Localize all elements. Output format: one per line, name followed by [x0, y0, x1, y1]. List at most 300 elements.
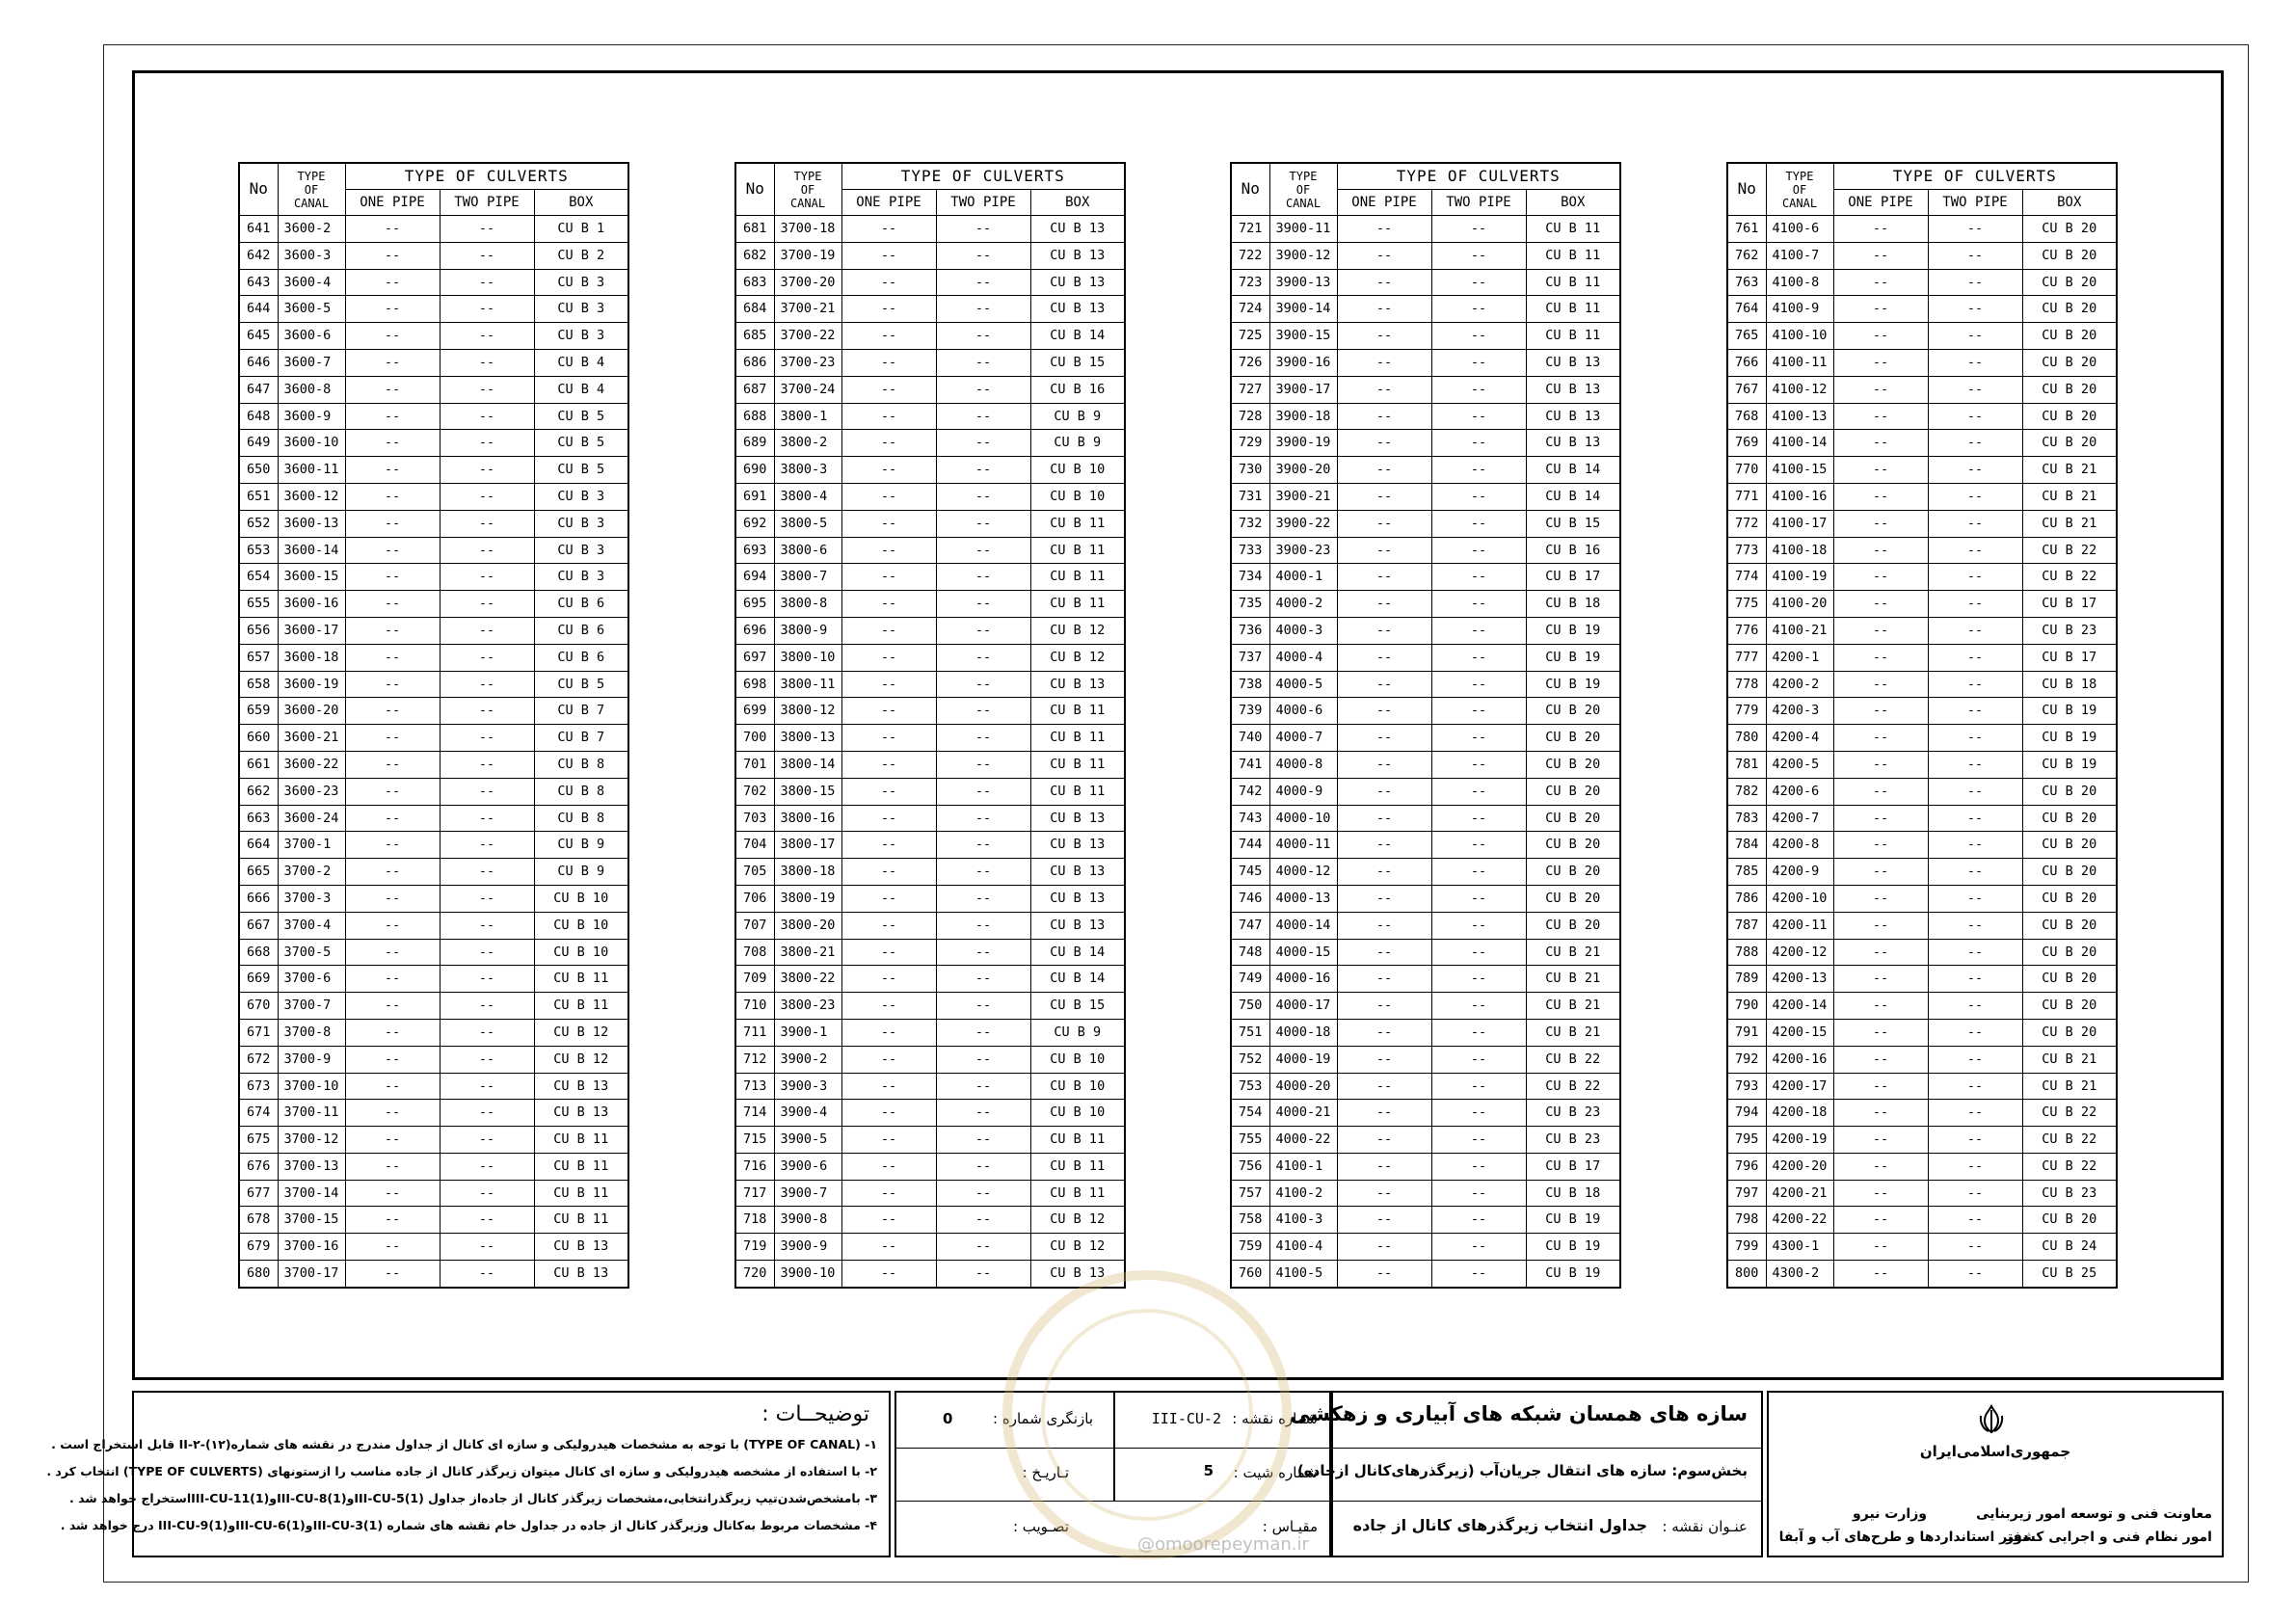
two-pipe-value: --: [1928, 216, 2022, 243]
canal-type: 3600-17: [278, 617, 345, 644]
one-pipe-value: --: [345, 269, 440, 296]
two-pipe-value: --: [440, 725, 534, 752]
box-value: CU B 3: [534, 296, 628, 323]
one-pipe-value: --: [1337, 457, 1431, 484]
canal-type: 3900-4: [774, 1100, 841, 1127]
two-pipe-value: --: [1431, 537, 1526, 564]
box-value: CU B 25: [2022, 1261, 2117, 1288]
box-value: CU B 10: [534, 885, 628, 912]
one-pipe-value: --: [1833, 644, 1928, 671]
box-value: CU B 13: [1030, 269, 1125, 296]
row-number: 770: [1727, 457, 1766, 484]
one-pipe-value: --: [1833, 617, 1928, 644]
two-pipe-value: --: [1928, 1046, 2022, 1073]
canal-type: 4100-1: [1269, 1153, 1337, 1180]
table-row: [1231, 403, 1620, 430]
canal-type: 4000-11: [1269, 832, 1337, 859]
row-number: 702: [735, 778, 774, 805]
table-row: [1727, 591, 2117, 618]
canal-type: 3900-14: [1269, 296, 1337, 323]
canal-type: 3600-11: [278, 457, 345, 484]
one-pipe-value: --: [1833, 296, 1928, 323]
row-number: 646: [239, 349, 278, 376]
one-pipe-value: --: [345, 751, 440, 778]
row-number: 703: [735, 805, 774, 832]
box-value: CU B 10: [1030, 1073, 1125, 1100]
row-number: 672: [239, 1046, 278, 1073]
one-pipe-value: --: [1337, 510, 1431, 537]
two-pipe-value: --: [1431, 564, 1526, 591]
box-value: CU B 21: [2022, 483, 2117, 510]
one-pipe-value: --: [841, 751, 936, 778]
row-number: 710: [735, 993, 774, 1020]
one-pipe-value: --: [1337, 1046, 1431, 1073]
table-row: [1727, 537, 2117, 564]
row-number: 666: [239, 885, 278, 912]
canal-type: 4100-3: [1269, 1207, 1337, 1234]
one-pipe-value: --: [1337, 1073, 1431, 1100]
row-number: 660: [239, 725, 278, 752]
two-pipe-value: --: [936, 323, 1030, 350]
one-pipe-value: --: [1337, 644, 1431, 671]
table-row: [1231, 1073, 1620, 1100]
two-pipe-value: --: [440, 1234, 534, 1261]
two-pipe-value: --: [440, 323, 534, 350]
table-row: [1231, 1100, 1620, 1127]
two-pipe-value: --: [1431, 644, 1526, 671]
one-pipe-value: --: [1833, 725, 1928, 752]
table-row: [239, 510, 628, 537]
one-pipe-value: --: [1833, 966, 1928, 993]
box-value: CU B 9: [534, 832, 628, 859]
one-pipe-value: --: [345, 617, 440, 644]
table-row: [1231, 323, 1620, 350]
canal-type: 3600-15: [278, 564, 345, 591]
one-pipe-value: --: [841, 885, 936, 912]
row-number: 725: [1231, 323, 1269, 350]
box-value: CU B 13: [1030, 859, 1125, 886]
table-row: [1231, 376, 1620, 403]
table-row: [239, 216, 628, 243]
table-row: [1231, 859, 1620, 886]
box-value: CU B 12: [1030, 1234, 1125, 1261]
canal-type: 3700-3: [278, 885, 345, 912]
row-number: 689: [735, 430, 774, 457]
row-number: 761: [1727, 216, 1766, 243]
table-row: [1727, 349, 2117, 376]
row-number: 712: [735, 1046, 774, 1073]
table-row: [1727, 510, 2117, 537]
one-pipe-value: --: [841, 483, 936, 510]
one-pipe-value: --: [1833, 859, 1928, 886]
two-pipe-value: --: [936, 671, 1030, 698]
box-value: CU B 1: [534, 216, 628, 243]
table-row: [1231, 564, 1620, 591]
two-pipe-value: --: [1928, 349, 2022, 376]
canal-type: 3700-8: [278, 1019, 345, 1046]
one-pipe-value: --: [345, 403, 440, 430]
canal-header-word: CANAL: [293, 196, 330, 210]
one-pipe-value: --: [345, 1153, 440, 1180]
two-pipe-value: --: [440, 885, 534, 912]
canal-type: 3700-18: [774, 216, 841, 243]
table-row: [1231, 349, 1620, 376]
two-pipe-value: --: [936, 912, 1030, 939]
canal-type: 3900-15: [1269, 323, 1337, 350]
row-number: 757: [1231, 1180, 1269, 1207]
one-pipe-value: --: [345, 966, 440, 993]
canal-type: 3800-4: [774, 483, 841, 510]
table-row: [1727, 1019, 2117, 1046]
table-row: [1231, 832, 1620, 859]
table-row: [735, 1073, 1125, 1100]
canal-type: 3900-3: [774, 1073, 841, 1100]
box-value: CU B 20: [1526, 912, 1620, 939]
box-value: CU B 10: [534, 939, 628, 966]
box-value: CU B 13: [1526, 403, 1620, 430]
box-value: CU B 11: [1030, 591, 1125, 618]
one-pipe-value: --: [841, 216, 936, 243]
canal-type: 3900-13: [1269, 269, 1337, 296]
table-row: [735, 1153, 1125, 1180]
table-row: [735, 242, 1125, 269]
one-pipe-value: --: [1337, 1100, 1431, 1127]
one-pipe-value: --: [1833, 751, 1928, 778]
two-pipe-value: --: [1431, 430, 1526, 457]
one-pipe-value: --: [1833, 912, 1928, 939]
box-value: CU B 13: [1526, 349, 1620, 376]
two-pipe-value: --: [1928, 296, 2022, 323]
table-row: [1727, 376, 2117, 403]
box-value: CU B 17: [1526, 564, 1620, 591]
row-number: 771: [1727, 483, 1766, 510]
row-number: 718: [735, 1207, 774, 1234]
watermark-seal-inner: [1041, 1309, 1253, 1521]
canal-type: 3900-2: [774, 1046, 841, 1073]
two-pipe-value: --: [1928, 1261, 2022, 1288]
two-pipe-value: --: [1431, 1207, 1526, 1234]
box-value: CU B 13: [1030, 832, 1125, 859]
box-value: CU B 3: [534, 483, 628, 510]
row-number: 650: [239, 457, 278, 484]
row-number: 756: [1231, 1153, 1269, 1180]
box-value: CU B 13: [1030, 805, 1125, 832]
one-pipe-value: --: [1833, 805, 1928, 832]
canal-type: 3800-9: [774, 617, 841, 644]
canal-type: 4100-17: [1766, 510, 1833, 537]
one-pipe-value: --: [345, 1100, 440, 1127]
canal-type: 3700-21: [774, 296, 841, 323]
table-row: [1231, 430, 1620, 457]
table-row: [735, 430, 1125, 457]
one-pipe-value: --: [345, 698, 440, 725]
two-pipe-value: --: [936, 376, 1030, 403]
row-number: 667: [239, 912, 278, 939]
row-number: 686: [735, 349, 774, 376]
two-pipe-value: --: [936, 751, 1030, 778]
canal-type: 4200-4: [1766, 725, 1833, 752]
one-pipe-value: --: [345, 644, 440, 671]
row-number: 705: [735, 859, 774, 886]
two-pipe-value: --: [1928, 376, 2022, 403]
canal-header-word: CANAL: [1781, 196, 1818, 210]
box-value: CU B 21: [1526, 993, 1620, 1020]
table-row: [239, 993, 628, 1020]
two-pipe-value: --: [440, 242, 534, 269]
box-value: CU B 20: [1526, 751, 1620, 778]
one-pipe-value: --: [841, 376, 936, 403]
row-number: 728: [1231, 403, 1269, 430]
canal-type: 4200-19: [1766, 1127, 1833, 1154]
two-pipe-value: --: [936, 698, 1030, 725]
row-number: 669: [239, 966, 278, 993]
row-number: 716: [735, 1153, 774, 1180]
table-row: [239, 1019, 628, 1046]
row-number: 674: [239, 1100, 278, 1127]
one-pipe-value: --: [1833, 671, 1928, 698]
one-pipe-header: ONE PIPE: [345, 190, 440, 216]
two-pipe-value: --: [936, 617, 1030, 644]
table-row: [1727, 242, 2117, 269]
box-value: CU B 13: [1030, 912, 1125, 939]
two-pipe-value: --: [440, 912, 534, 939]
table-row: [735, 698, 1125, 725]
row-number: 736: [1231, 617, 1269, 644]
one-pipe-value: --: [841, 591, 936, 618]
row-number: 738: [1231, 671, 1269, 698]
one-pipe-value: --: [841, 269, 936, 296]
table-row: [1727, 725, 2117, 752]
row-number: 772: [1727, 510, 1766, 537]
two-pipe-value: --: [440, 1019, 534, 1046]
two-pipe-value: --: [936, 832, 1030, 859]
row-number: 780: [1727, 725, 1766, 752]
row-number: 729: [1231, 430, 1269, 457]
one-pipe-value: --: [345, 1046, 440, 1073]
table-row: [1231, 751, 1620, 778]
one-pipe-value: --: [345, 832, 440, 859]
two-pipe-value: --: [440, 591, 534, 618]
table-row: [239, 1261, 628, 1288]
box-value: CU B 15: [1030, 349, 1125, 376]
canal-type: 3900-18: [1269, 403, 1337, 430]
box-value: CU B 16: [1030, 376, 1125, 403]
table-row: [1231, 805, 1620, 832]
canal-type: 4100-6: [1766, 216, 1833, 243]
row-number: 769: [1727, 430, 1766, 457]
row-number: 643: [239, 269, 278, 296]
row-number: 648: [239, 403, 278, 430]
table-row: [239, 1207, 628, 1234]
box-value: CU B 7: [534, 698, 628, 725]
canal-type: 3800-6: [774, 537, 841, 564]
box-value: CU B 14: [1030, 966, 1125, 993]
table-row: [239, 1153, 628, 1180]
two-pipe-value: --: [936, 349, 1030, 376]
box-value: CU B 13: [534, 1073, 628, 1100]
box-value: CU B 20: [2022, 216, 2117, 243]
two-pipe-value: --: [1431, 1234, 1526, 1261]
canal-type: 3700-5: [278, 939, 345, 966]
row-number: 799: [1727, 1234, 1766, 1261]
canal-header-word: TYPE: [793, 169, 822, 183]
table-row: [1231, 698, 1620, 725]
row-number: 789: [1727, 966, 1766, 993]
canal-type: 4000-2: [1269, 591, 1337, 618]
two-pipe-value: --: [1928, 564, 2022, 591]
two-pipe-value: --: [1431, 966, 1526, 993]
table-row: [735, 993, 1125, 1020]
box-value: CU B 20: [2022, 349, 2117, 376]
canal-type: 3900-6: [774, 1153, 841, 1180]
box-value: CU B 8: [534, 778, 628, 805]
canal-type: 3800-8: [774, 591, 841, 618]
canal-type: 3600-24: [278, 805, 345, 832]
table-row: [239, 912, 628, 939]
two-pipe-value: --: [1928, 778, 2022, 805]
table-row: [1231, 1046, 1620, 1073]
row-number: 793: [1727, 1073, 1766, 1100]
box-value: CU B 11: [1526, 269, 1620, 296]
row-number: 704: [735, 832, 774, 859]
row-number: 659: [239, 698, 278, 725]
row-number: 651: [239, 483, 278, 510]
one-pipe-value: --: [841, 832, 936, 859]
one-pipe-value: --: [841, 323, 936, 350]
box-value: CU B 11: [1526, 216, 1620, 243]
table-row: [239, 1180, 628, 1207]
canal-type: 3600-6: [278, 323, 345, 350]
table-row: [1727, 1073, 2117, 1100]
table-row: [1231, 993, 1620, 1020]
table-row: [1231, 939, 1620, 966]
two-pipe-value: --: [1431, 242, 1526, 269]
table-row: [239, 751, 628, 778]
box-value: CU B 12: [1030, 617, 1125, 644]
one-pipe-value: --: [345, 885, 440, 912]
table-row: [239, 1073, 628, 1100]
map-title-label: عنـوان نقشه :: [1662, 1518, 1748, 1535]
canal-type: 4000-17: [1269, 993, 1337, 1020]
table-row: [735, 216, 1125, 243]
row-number: 706: [735, 885, 774, 912]
table-row: [735, 1261, 1125, 1288]
canal-type: 3700-12: [278, 1127, 345, 1154]
box-value: CU B 23: [2022, 1180, 2117, 1207]
two-pipe-value: --: [1431, 1073, 1526, 1100]
row-number: 740: [1231, 725, 1269, 752]
two-pipe-value: --: [440, 1073, 534, 1100]
table-row: [1231, 671, 1620, 698]
box-value: CU B 13: [534, 1100, 628, 1127]
table-row: [1231, 591, 1620, 618]
one-pipe-value: --: [1833, 403, 1928, 430]
two-pipe-value: --: [440, 1261, 534, 1288]
table-row: [1727, 296, 2117, 323]
table-row: [239, 617, 628, 644]
one-pipe-value: --: [841, 1153, 936, 1180]
box-value: CU B 19: [1526, 617, 1620, 644]
canal-type: 3700-13: [278, 1153, 345, 1180]
row-number: 779: [1727, 698, 1766, 725]
two-pipe-value: --: [1928, 698, 2022, 725]
box-value: CU B 21: [1526, 1019, 1620, 1046]
box-value: CU B 11: [1526, 323, 1620, 350]
canal-type: 3700-22: [774, 323, 841, 350]
revision-number: 0: [943, 1410, 953, 1427]
two-pipe-value: --: [1928, 1153, 2022, 1180]
row-number: 662: [239, 778, 278, 805]
sheet-label: شماره شیت :: [1233, 1464, 1318, 1481]
box-value: CU B 14: [1030, 323, 1125, 350]
box-value: CU B 13: [534, 1234, 628, 1261]
canal-type: 3700-14: [278, 1180, 345, 1207]
one-pipe-value: --: [1337, 832, 1431, 859]
culvert-table: [1230, 162, 1621, 1289]
box-header: BOX: [1526, 190, 1620, 216]
box-value: CU B 10: [1030, 1100, 1125, 1127]
row-number: 783: [1727, 805, 1766, 832]
table-row: [1727, 671, 2117, 698]
row-number: 794: [1727, 1100, 1766, 1127]
row-number: 775: [1727, 591, 1766, 618]
one-pipe-value: --: [841, 510, 936, 537]
canal-type: 4100-15: [1766, 457, 1833, 484]
row-number: 695: [735, 591, 774, 618]
one-pipe-value: --: [841, 564, 936, 591]
one-pipe-value: --: [1833, 1234, 1928, 1261]
table-row: [1231, 510, 1620, 537]
row-number: 798: [1727, 1207, 1766, 1234]
box-value: CU B 13: [1030, 216, 1125, 243]
box-value: CU B 11: [1030, 1153, 1125, 1180]
one-pipe-value: --: [1833, 430, 1928, 457]
one-pipe-value: --: [1833, 591, 1928, 618]
canal-type: 3800-14: [774, 751, 841, 778]
canal-type: 4000-21: [1269, 1100, 1337, 1127]
table-row: [1727, 966, 2117, 993]
canal-type: 3800-11: [774, 671, 841, 698]
table-row: [1231, 644, 1620, 671]
no-header: No: [239, 163, 278, 216]
table-row: [1727, 617, 2117, 644]
one-pipe-value: --: [345, 457, 440, 484]
table-row: [1231, 617, 1620, 644]
row-number: 737: [1231, 644, 1269, 671]
one-pipe-value: --: [1337, 698, 1431, 725]
row-number: 657: [239, 644, 278, 671]
canal-type: 3900-8: [774, 1207, 841, 1234]
canal-type: 4000-10: [1269, 805, 1337, 832]
one-pipe-value: --: [1337, 591, 1431, 618]
canal-type: 3700-17: [278, 1261, 345, 1288]
box-value: CU B 3: [534, 323, 628, 350]
two-pipe-value: --: [1928, 1234, 2022, 1261]
canal-type: 4100-16: [1766, 483, 1833, 510]
canal-type-header: [774, 163, 841, 216]
one-pipe-value: --: [1833, 457, 1928, 484]
row-number: 750: [1231, 993, 1269, 1020]
box-value: CU B 13: [1030, 885, 1125, 912]
one-pipe-value: --: [1337, 671, 1431, 698]
one-pipe-value: --: [1833, 510, 1928, 537]
two-pipe-value: --: [1431, 1019, 1526, 1046]
canal-type: 4100-10: [1766, 323, 1833, 350]
box-value: CU B 20: [1526, 805, 1620, 832]
one-pipe-value: --: [1833, 483, 1928, 510]
two-pipe-value: --: [440, 483, 534, 510]
row-number: 788: [1727, 939, 1766, 966]
